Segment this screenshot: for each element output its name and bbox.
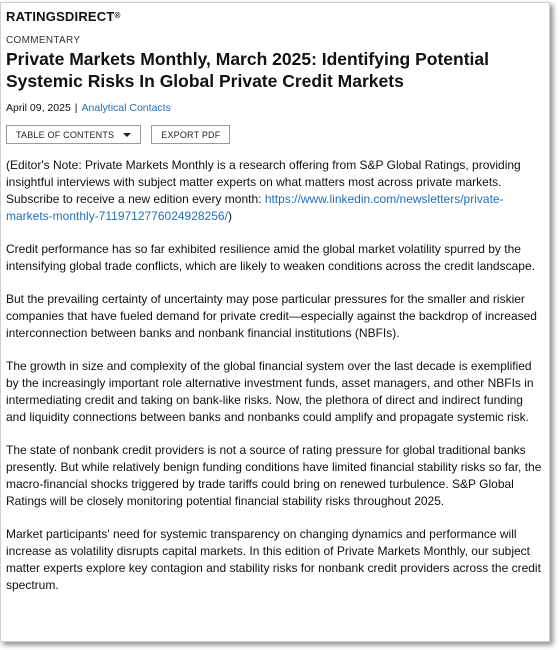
analytical-contacts-link[interactable]: Analytical Contacts (81, 102, 171, 114)
registered-mark: ® (114, 11, 121, 20)
export-label: EXPORT PDF (161, 129, 221, 140)
article-body (6, 157, 543, 594)
editors-note-end: ) (227, 209, 232, 223)
body-paragraph-5: The state of nonbank credit providers is not a source of rating pressure for global traditional banks presently. But while relatively benign funding conditions have limited financial stability risks so far, the macro-financial shocks triggered by trade tariffs could bring on renewed turbulence. S&P Global Ratings will be closely monitoring potential financial stability risks throughout 2025. (6, 443, 542, 508)
meta-separator: | (74, 102, 78, 114)
toolbar (6, 125, 543, 144)
editors-note-paragraph (6, 157, 543, 225)
body-paragraph-4: The growth in size and complexity of the global financial system over the last decade is exemplified by the increasingly important role alternative investment funds, asset managers, and other NBFIs in intermediating credit and taking on bank-like risks. Now, the plethora of direct and indirect funding and liquidity connections between banks and nonbanks could amplify and propagate systemic risk. (6, 359, 534, 424)
editors-note-text: (Editor's Note: Private Markets Monthly is a research offering from S&P Global Ratings, providing insightful interviews with subject matter experts on what matters most across private markets. Subscribe to receive a new edition every month: (6, 158, 521, 206)
body-paragraph-6: Market participants' need for systemic transparency on changing dynamics and performance will increase as volatility disrupts capital markets. In this edition of Private Markets Monthly, our subject matter experts explore key contagion and stability risks for nonbank credit providers across the credit spectrum. (6, 527, 541, 592)
brand-name: RATINGSDIRECT (6, 9, 115, 24)
chevron-down-icon (123, 133, 131, 137)
export-pdf-button[interactable] (151, 125, 230, 144)
body-paragraph-2: Credit performance has so far exhibited resilience amid the global market volatility spurred by the intensifying global trade conflicts, which are likely to weaken conditions across the credit landscape. (6, 242, 535, 273)
publish-date: April 09, 2025 (6, 102, 71, 114)
article-category: COMMENTARY (6, 35, 81, 46)
article-title: Private Markets Monthly, March 2025: Identifying Potential Systemic Risks In Global Private Credit Markets (6, 49, 489, 91)
document-page (0, 2, 550, 642)
toc-label: TABLE OF CONTENTS (16, 129, 115, 140)
article-meta (6, 102, 543, 115)
brand-logo (6, 9, 543, 25)
newsletter-link[interactable]: https://www.linkedin.com/newsletters/private-markets-monthly-7119712776024928256/ (6, 192, 504, 223)
body-paragraph-3: But the prevailing certainty of uncertainty may pose particular pressures for the smaller and riskier companies that have fueled demand for private credit—especially against the backdrop of increased interconnection between banks and nonbank financial institutions (NBFIs). (6, 292, 537, 340)
table-of-contents-button[interactable] (6, 125, 141, 144)
